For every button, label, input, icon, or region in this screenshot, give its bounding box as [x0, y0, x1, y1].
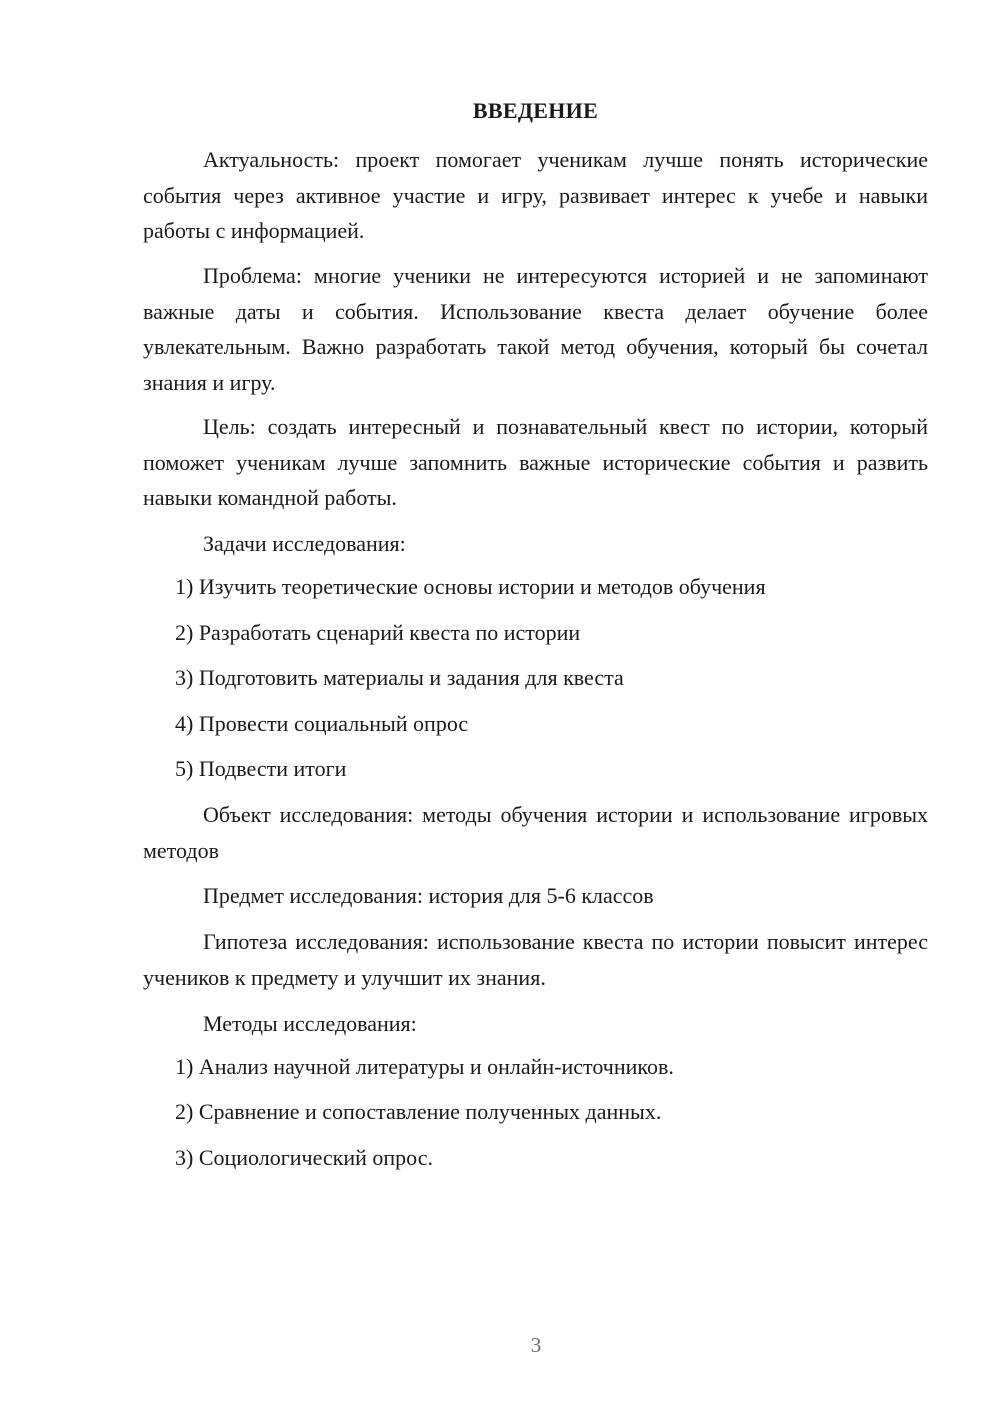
- method-item-3: 3) Социологический опрос.: [175, 1145, 433, 1170]
- task-item-1: 1) Изучить теоретические основы истории и методов обучения: [175, 574, 766, 599]
- subject-paragraph: Предмет исследования: история для 5-6 классов: [203, 883, 654, 908]
- task-item-5: 5) Подвести итоги: [175, 756, 347, 781]
- method-item-2: 2) Сравнение и сопоставление полученных данных.: [175, 1099, 662, 1124]
- task-item-2: 2) Разработать сценарий квеста по истории: [175, 620, 581, 645]
- page-heading: ВВЕДЕНИЕ: [472, 98, 599, 123]
- method-item-1: 1) Анализ научной литературы и онлайн-источников.: [175, 1054, 674, 1079]
- page-number: 3: [530, 1333, 542, 1357]
- task-item-4: 4) Провести социальный опрос: [175, 711, 469, 736]
- methods-title: Методы исследования:: [203, 1011, 417, 1036]
- object-paragraph: Объект исследования: методы обучения истории и использование игровых методов: [143, 802, 928, 863]
- hypothesis-paragraph: Гипотеза исследования: использование квеста по истории повысит интерес учеников к предмету и улучшит их знания.: [143, 929, 928, 990]
- task-item-3: 3) Подготовить материалы и задания для квеста: [175, 665, 624, 690]
- actuality-paragraph: Актуальность: проект помогает ученикам лучше понять исторические события через активное участие и игру, развивает интерес к учебе и навыки работы с информацией.: [143, 147, 928, 243]
- goal-paragraph: Цель: создать интересный и познавательный квест по истории, который поможет ученикам лучше запомнить важные исторические события и развить навыки командной работы.: [143, 414, 928, 510]
- problem-paragraph: Проблема: многие ученики не интересуются историей и не запоминают важные даты и события. Использование квеста делает обучение более увлекательным. Важно разработать такой метод обучения, который бы сочетал знания и игру.: [143, 263, 928, 395]
- tasks-title: Задачи исследования:: [203, 531, 406, 556]
